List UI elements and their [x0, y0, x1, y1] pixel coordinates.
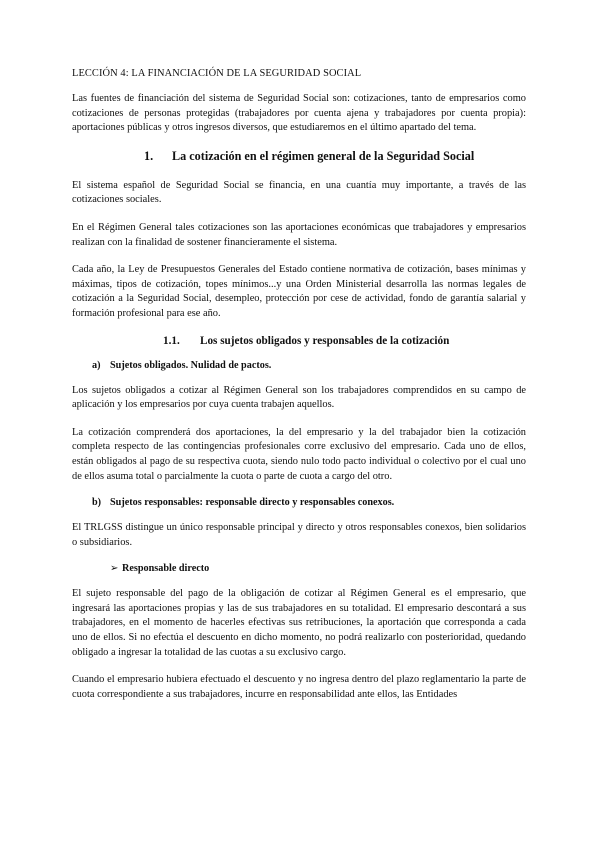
subsection-b-heading	[72, 497, 526, 508]
arrow-bullet-icon: ➢	[110, 563, 119, 575]
subsection-a-paragraph: Los sujetos obligados a cotizar al Régimen General son los trabajadores comprendidos en su campo de aplicación y los empresarios por cuya cuenta trabajen aquellos.	[72, 384, 526, 411]
responsable-directo-heading	[72, 563, 526, 574]
subsection-a-letter: a)	[92, 359, 101, 371]
section-1-title: La cotización en el régimen general de la Seguridad Social	[172, 148, 475, 163]
subsection-b-title: Sujetos responsables: responsable directo y responsables conexos.	[110, 497, 395, 509]
responsable-directo-title: Responsable directo	[122, 563, 210, 575]
section-1-paragraph: Cada año, la Ley de Presupuestos Generales del Estado contiene normativa de cotización, bases mínimas y máximas, tipos de cotización, topes mínimos...y una Orden Ministerial desarrolla las normas legales de cotización a la Seguridad Social, desempleo, protección por cese de actividad, fondo de garantía salarial y formación profesional para ese año.	[72, 264, 526, 319]
section-1-1-number: 1.1.	[163, 334, 180, 347]
subsection-a-paragraph: La cotización comprenderá dos aportaciones, la del empresario y la del trabajador bien la cotización completa respecto de las contingencias profesionales corre exclusivo del empresario. Cada uno de ellos, están obligados al pago de su respectiva cuota, siendo nulo todo pacto individual o colectivo por el cual uno de ellos asuma total o parcialmente la cuota o parte de cuota a cargo del otro.	[72, 426, 526, 482]
subsection-a-heading	[72, 360, 526, 371]
lesson-title: LECCIÓN 4: LA FINANCIACIÓN DE LA SEGURIDAD SOCIAL	[72, 68, 362, 79]
subsection-a-title: Sujetos obligados. Nulidad de pactos.	[110, 359, 272, 371]
subsection-b-paragraph: El TRLGSS distingue un único responsable principal y directo y otros responsables conexos, bien solidarios o subsidiarios.	[72, 522, 526, 548]
section-1-number: 1.	[144, 148, 154, 163]
section-1-1-title: Los sujetos obligados y responsables de la cotización	[200, 334, 450, 347]
responsable-directo-paragraph: Cuando el empresario hubiera efectuado el descuento y no ingresa dentro del plazo reglamentario la parte de cuota correspondiente a sus trabajadores, incurre en responsabilidad ante ellos, las Entidades	[72, 674, 526, 700]
section-1-paragraph: En el Régimen General tales cotizaciones son las aportaciones económicas que trabajadores y empresarios realizan con la finalidad de sostener financieramente el sistema.	[72, 221, 526, 248]
section-1-1-heading	[72, 335, 526, 347]
intro-paragraph: Las fuentes de financiación del sistema de Seguridad Social son: cotizaciones, tanto de empresarios como cotizaciones de personas protegidas (trabajadores por cuenta ajena y trabajadores por cuenta propia): aportaciones públicas y otros ingresos diversos, que estudiaremos en el último apartado del tema.	[72, 93, 526, 134]
subsection-b-letter: b)	[92, 497, 102, 509]
responsable-directo-paragraph: El sujeto responsable del pago de la obligación de cotizar al Régimen General es el empresario, que ingresará las aportaciones propias y las de sus trabajadores en su totalidad. El empresario descontará a sus trabajadores, en el momento de hacerles efectivas sus retribuciones, la aportación que corresponda a cada uno de ellos. Si no efectúa el descuento en dicho momento, no podrá realizarlo con posterioridad, quedando obligado a ingresar la totalidad de las cuotas a su exclusivo cargo.	[72, 588, 526, 658]
section-1-heading	[72, 149, 526, 164]
section-1-paragraph: El sistema español de Seguridad Social se financia, en una cuantía muy importante, a través de las cotizaciones sociales.	[72, 179, 526, 206]
